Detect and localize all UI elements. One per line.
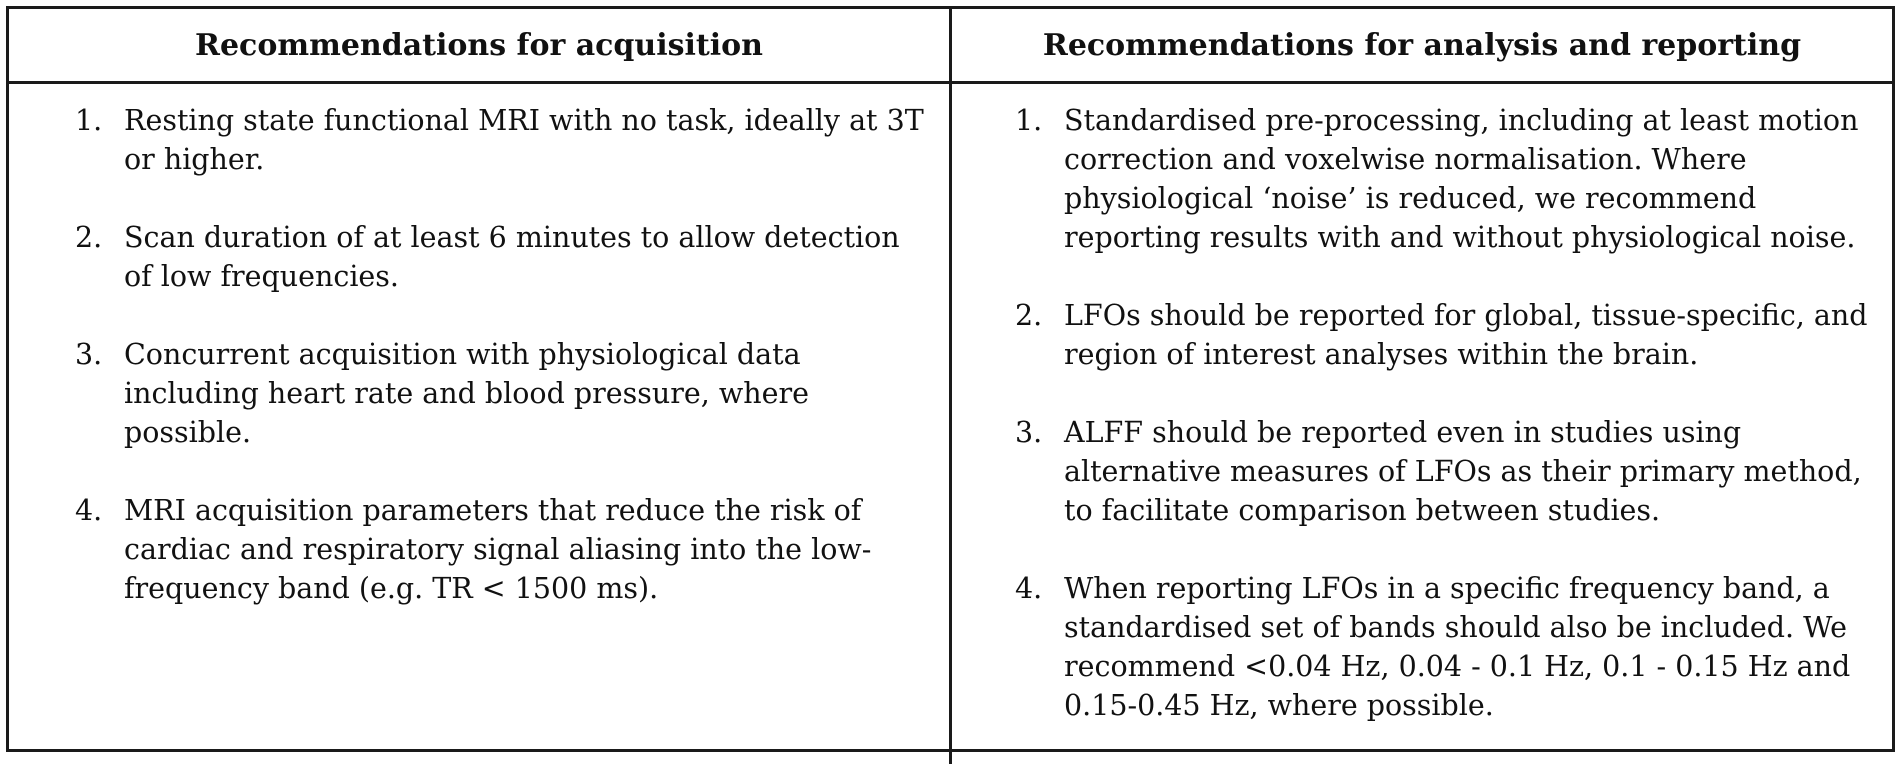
analysis-header: Recommendations for analysis and reporting (952, 9, 1892, 84)
item-text: Scan duration of at least 6 minutes to allow detection of low frequencies. (124, 221, 900, 293)
item-number: 4. (1015, 572, 1043, 605)
list-item (1015, 569, 1876, 725)
acquisition-header: Recommendations for acquisition (9, 9, 952, 84)
list-item (75, 491, 935, 608)
item-number: 4. (75, 494, 103, 527)
recommendations-table (6, 6, 1895, 752)
list-item (75, 101, 935, 179)
list-item (75, 218, 935, 296)
analysis-list (1015, 101, 1876, 725)
list-item (1015, 413, 1876, 530)
item-number: 2. (1015, 299, 1043, 332)
item-number: 1. (75, 104, 103, 137)
item-text: ALFF should be reported even in studies using alternative measures of LFOs as their primary method, to facilitate comparison between studies. (1064, 416, 1862, 527)
item-number: 3. (75, 338, 103, 371)
list-item (1015, 101, 1876, 257)
list-item (1015, 296, 1876, 374)
item-text: Resting state functional MRI with no task, ideally at 3T or higher. (124, 104, 924, 176)
item-number: 3. (1015, 416, 1043, 449)
item-text: Standardised pre-processing, including at least motion correction and voxelwise normalisation. Where physiological ‘noise’ is reduced, we recommend reporting results with and without physiological noise. (1064, 104, 1859, 254)
item-text: MRI acquisition parameters that reduce the risk of cardiac and respiratory signal aliasing into the low-frequency band (e.g. TR < 1500 ms). (124, 494, 872, 605)
item-number: 2. (75, 221, 103, 254)
acquisition-column (9, 84, 952, 764)
item-number: 1. (1015, 104, 1043, 137)
item-text: Concurrent acquisition with physiological data including heart rate and blood pressure, where possible. (124, 338, 809, 449)
item-text: LFOs should be reported for global, tissue-specific, and region of interest analyses within the brain. (1064, 299, 1868, 371)
acquisition-list (75, 101, 935, 608)
item-text: When reporting LFOs in a specific frequency band, a standardised set of bands should also be included. We recommend <0.04 Hz, 0.04 - 0.1 Hz, 0.1 - 0.15 Hz and 0.15-0.45 Hz, where possible. (1064, 572, 1851, 722)
analysis-column (952, 84, 1892, 764)
list-item (75, 335, 935, 452)
